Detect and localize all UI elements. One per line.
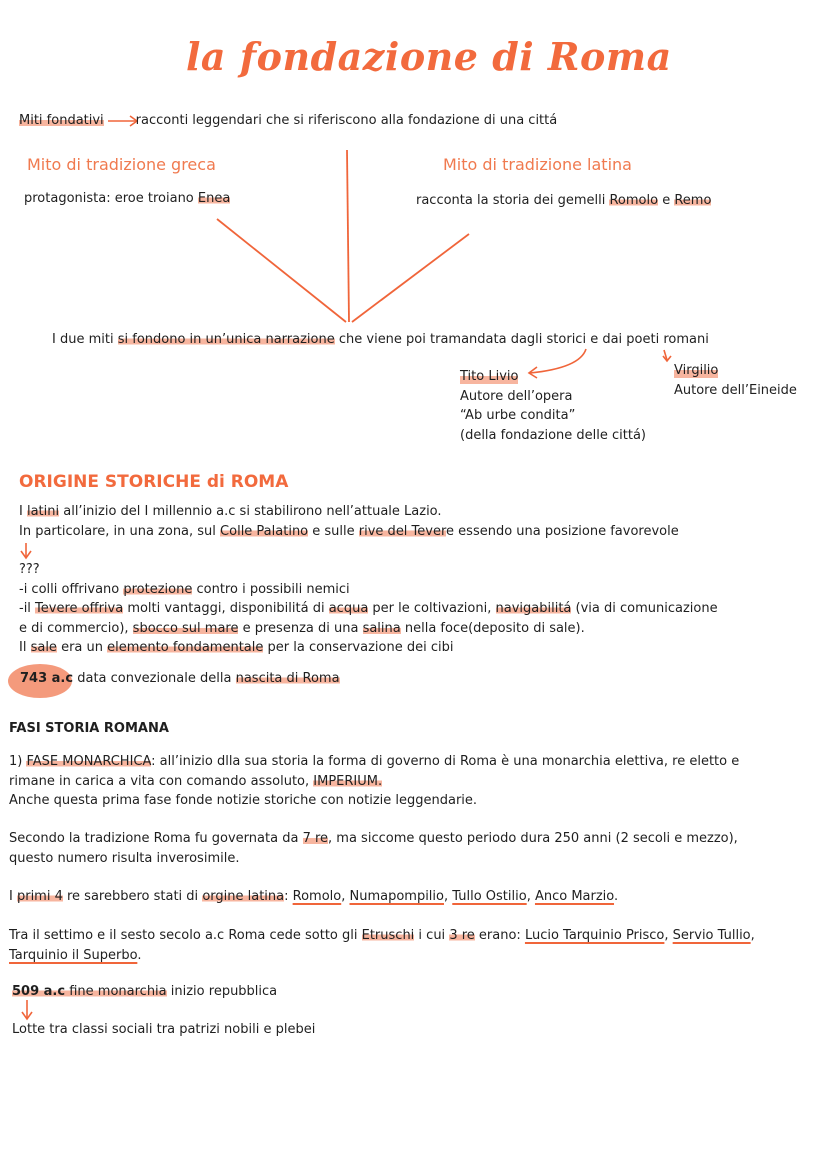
ph-p4-post: erano: (474, 928, 525, 943)
o-b3-pre: e di commercio), (19, 620, 133, 636)
ph-p1-l1 (9, 752, 739, 772)
phases-heading: FASI STORIA ROMANA (9, 721, 169, 736)
virgilio-block (674, 361, 797, 400)
o-p2-pre: In particolare, in una zona, sul (19, 523, 221, 539)
ph-p4-hl2: 3 re (449, 928, 475, 943)
twin-remo: Remo (674, 193, 712, 208)
livio-name: Tito Livio (460, 367, 518, 387)
o-p2-hl1: Colle Palatino (220, 523, 309, 539)
o-p1-hl: latini (26, 504, 60, 519)
o-b1-hl: protezione (123, 581, 193, 597)
ph-p3-hl2: orgine latina (202, 889, 285, 904)
o-b2-post: (via di comunicazione (571, 601, 718, 616)
sep5: , (750, 928, 755, 943)
phase-monarchy (9, 752, 739, 811)
ph-p1-l3: Anche questa prima fase fonde notizie storiche con notizie leggendarie. (9, 793, 478, 808)
o-b3-hl2: salina (362, 620, 401, 636)
page-title: la fondazione di Roma (186, 34, 672, 79)
ph-p4-hl1: Etruschi (361, 928, 415, 943)
greek-myth-text (24, 191, 230, 206)
king-anco-marzio: Anco Marzio (534, 889, 615, 904)
ph-p1-l2-hl: IMPERIUM. (313, 773, 383, 789)
merge-pre: I due miti (52, 332, 118, 347)
ph-p1-num: 1) (9, 754, 27, 769)
livio-block (460, 367, 646, 445)
latin-myth-text (416, 193, 711, 208)
ph-p4-mid: i cui (414, 928, 450, 943)
dot1: . (614, 889, 619, 904)
o-b4-pre: Il (19, 640, 31, 655)
greek-myth-heading: Mito di tradizione greca (27, 155, 216, 174)
origins-heading: ORIGINE STORICHE di ROMA (19, 472, 289, 492)
ph-p1-text: : all’inizio dlla sua storia la forma di governo di Roma è una monarchia elettiva, re eletto e (151, 754, 740, 769)
origins-question: ??? (19, 562, 40, 577)
virgilio-line1: Autore dell’Eineide (674, 382, 797, 398)
end-post: inizio repubblica (166, 984, 278, 999)
o-b3-hl1: sbocco sul mare (132, 620, 239, 636)
ph-p1-hl: FASE MONARCHICA (26, 754, 152, 769)
origins-b1 (19, 580, 718, 600)
sep1: , (341, 889, 350, 904)
phase-seven-kings (9, 829, 738, 868)
ph-p3-l1 (9, 887, 618, 907)
o-b2-pre: -il (19, 601, 36, 616)
ph-p2-post: , ma siccome questo periodo dura 250 anni (2 secoli e mezzo), (328, 831, 738, 846)
origins-p1 (19, 502, 679, 522)
social-struggles: Lotte tra classi sociali tra patrizi nobili e plebei (12, 1022, 316, 1037)
o-b4-mid: era un (56, 640, 108, 655)
king-numapompilio: Numapompilio (349, 889, 444, 904)
monarchy-end-line (12, 984, 277, 999)
origins-b4 (19, 638, 718, 658)
o-p2-mid: e sulle (308, 523, 359, 539)
o-b2-hl1: Tevere offriva (35, 601, 124, 616)
o-b1-post: contro i possibili nemici (192, 581, 350, 597)
founding-date: 743 a.c (20, 671, 74, 686)
latin-myth-label: racconta la storia dei gemelli (416, 193, 610, 208)
ph-p2-l2: questo numero risulta inverosimile. (9, 850, 240, 866)
greek-hero: Enea (197, 191, 231, 206)
intro-line (19, 113, 557, 128)
o-b1-pre: -i colli offrivano (19, 581, 124, 597)
phase-etruscans (9, 926, 755, 965)
ph-p3-pre: I (9, 889, 17, 904)
ph-p3-colon: : (284, 889, 293, 904)
livio-line1: Autore dell’opera (460, 388, 573, 404)
o-b3-post: nella foce(deposito di sale). (400, 620, 585, 636)
ph-p3-hl1: primi 4 (16, 889, 63, 904)
end-hl: fine monarchia (65, 984, 167, 999)
origins-b3 (19, 619, 718, 639)
king-servio-tullio: Servio Tullio (672, 928, 751, 943)
o-b2-hl3: navigabilitá (495, 601, 572, 616)
ph-p1-l2 (9, 772, 739, 792)
o-p2-post: e essendo una posizione favorevole (446, 523, 679, 539)
o-b4-hl2: elemento fondamentale (107, 640, 264, 655)
livio-line3: (della fondazione delle cittá) (460, 427, 646, 443)
founding-date-line (20, 671, 340, 686)
king-lucio-tarquinio-prisco: Lucio Tarquinio Prisco (524, 928, 665, 943)
o-b2-hl2: acqua (328, 601, 369, 616)
greek-myth-label: protagonista: eroe troiano (24, 191, 198, 206)
o-b4-hl1: sale (30, 640, 57, 655)
merge-sentence (52, 332, 709, 347)
sep2: , (444, 889, 453, 904)
ph-p2-l1 (9, 829, 738, 849)
ph-p2-hl: 7 re (302, 831, 329, 846)
origins-reasons (19, 560, 718, 658)
origins-p2 (19, 522, 679, 542)
phase-first-kings (9, 887, 618, 907)
sep4: , (664, 928, 673, 943)
dot2: . (137, 947, 142, 963)
latin-myth-heading: Mito di tradizione latina (443, 155, 632, 174)
twin-romolo: Romolo (609, 193, 659, 208)
o-p2-hl2: rive del Tever (358, 523, 447, 539)
king-tullo-ostilio: Tullo Ostilio (452, 889, 527, 904)
ph-p3-mid: re sarebbero stati di (62, 889, 203, 904)
virgilio-name: Virgilio (674, 361, 718, 381)
livio-line2: “Ab urbe condita” (460, 408, 576, 423)
o-p1-post: all’inizio del I millennio a.c si stabilirono nell’attuale Lazio. (59, 504, 442, 519)
ph-p2-pre: Secondo la tradizione Roma fu governata da (9, 831, 303, 846)
origins-body (19, 502, 679, 541)
merge-highlight: si fondono in un’unica narrazione (117, 332, 335, 347)
o-b3-mid: e presenza di una (238, 620, 363, 636)
founding-date-hl: nascita di Roma (235, 671, 340, 686)
king-romolo: Romolo (292, 889, 342, 904)
ph-p4-pre: Tra il settimo e il sesto secolo a.c Roma cede sotto gli (9, 928, 362, 943)
o-p1-pre: I (19, 504, 27, 519)
ph-p4-l2 (9, 946, 755, 966)
o-b4-post: per la conservazione dei cibi (263, 640, 454, 655)
end-date: 509 a.c (12, 984, 66, 999)
founding-date-mid: data convezionale della (73, 671, 236, 686)
intro-definition: racconti leggendari che si riferiscono alla fondazione di una cittá (135, 113, 558, 128)
o-b2-mid1: molti vantaggi, disponibilitá di (123, 601, 329, 616)
ph-p4-l1 (9, 926, 755, 946)
ph-p1-l2-pre: rimane in carica a vita con comando assoluto, (9, 773, 314, 789)
sep3: , (526, 889, 535, 904)
origins-b2 (19, 599, 718, 619)
intro-term: Miti fondativi (19, 113, 104, 128)
twin-and: e (658, 193, 675, 208)
merge-post: che viene poi tramandata dagli storici e dai poeti romani (334, 332, 709, 347)
o-b2-mid2: per le coltivazioni, (368, 601, 496, 616)
king-tarquinio-il-superbo: Tarquinio il Superbo (9, 947, 138, 963)
